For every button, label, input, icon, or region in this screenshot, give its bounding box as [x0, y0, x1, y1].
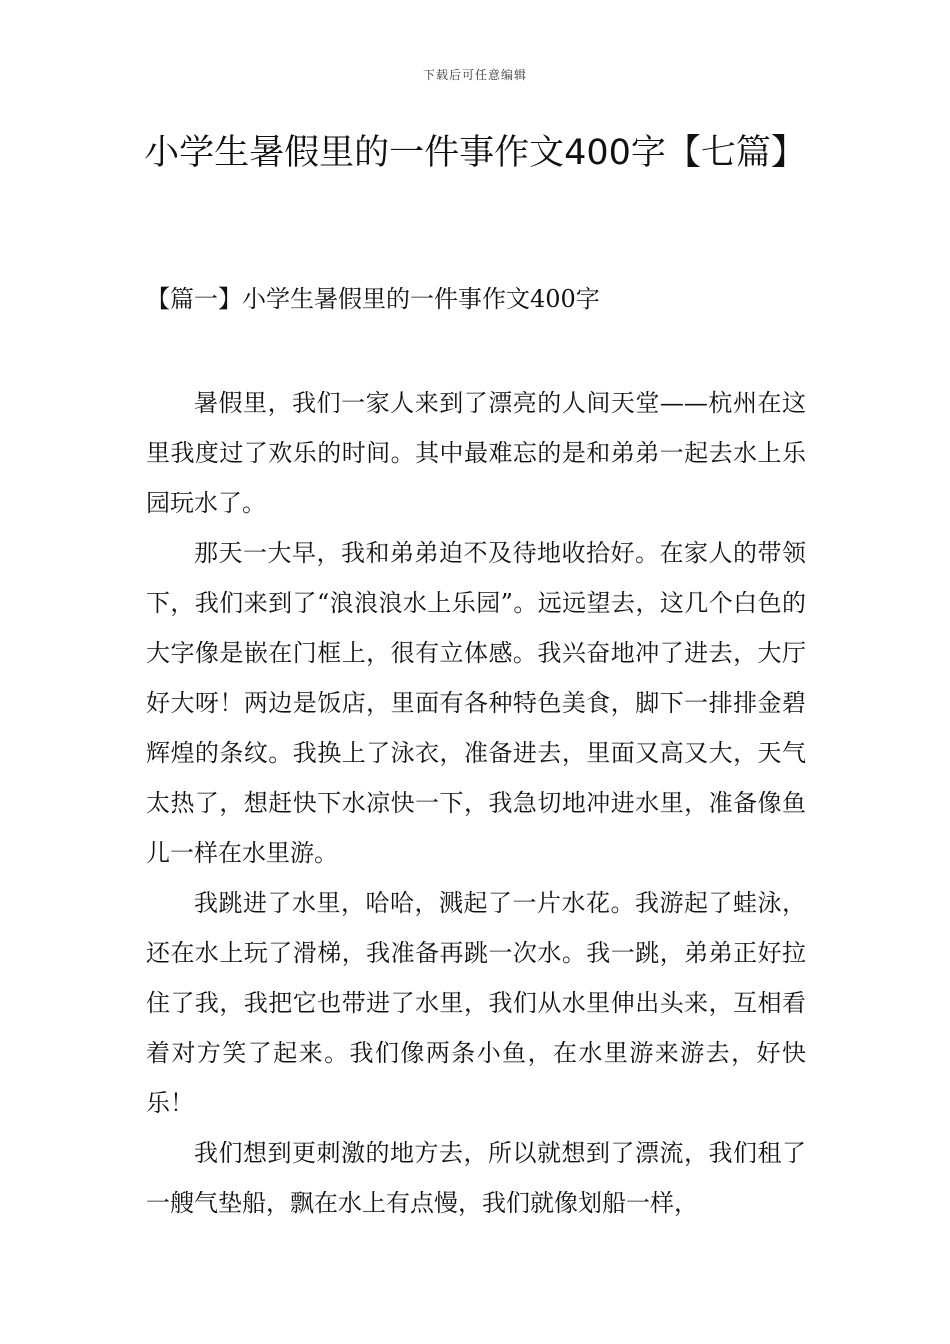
paragraph: 那天一大早，我和弟弟迫不及待地收拾好。在家人的带领下，我们来到了“浪浪浪水上乐园”。远远望去，这几个白色的大字像是嵌在门框上，很有立体感。我兴奋地冲了进去，大厅好大呀！两边是饭店，里面有各种特色美食，脚下一排排金碧辉煌的条纹。我换上了泳衣，准备进去，里面又高又大，天气太热了，想赶快下水凉快一下，我急切地冲进水里，准备像鱼儿一样在水里游。 [146, 539, 806, 867]
header-note: 下载后可任意编辑 [422, 68, 527, 82]
paragraph: 我跳进了水里，哈哈，溅起了一片水花。我游起了蛙泳，还在水上玩了滑梯，我准备再跳一次水。我一跳，弟弟正好拉住了我，我把它也带进了水里，我们从水里伸出头来，互相看着对方笑了起来。我们像两条小鱼，在水里游来游去，好快乐！ [146, 889, 806, 1117]
body-text [146, 378, 806, 1228]
paragraph: 我们想到更刺激的地方去，所以就想到了漂流，我们租了一艘气垫船，飘在水上有点慢，我们就像划船一样， [146, 1139, 806, 1217]
paragraph: 暑假里，我们一家人来到了漂亮的人间天堂——杭州在这里我度过了欢乐的时间。其中最难忘的是和弟弟一起去水上乐园玩水了。 [146, 389, 806, 517]
document-title: 小学生暑假里的一件事作文400字【七篇】 [144, 133, 806, 173]
section-heading: 【篇一】小学生暑假里的一件事作文400字 [146, 285, 600, 313]
